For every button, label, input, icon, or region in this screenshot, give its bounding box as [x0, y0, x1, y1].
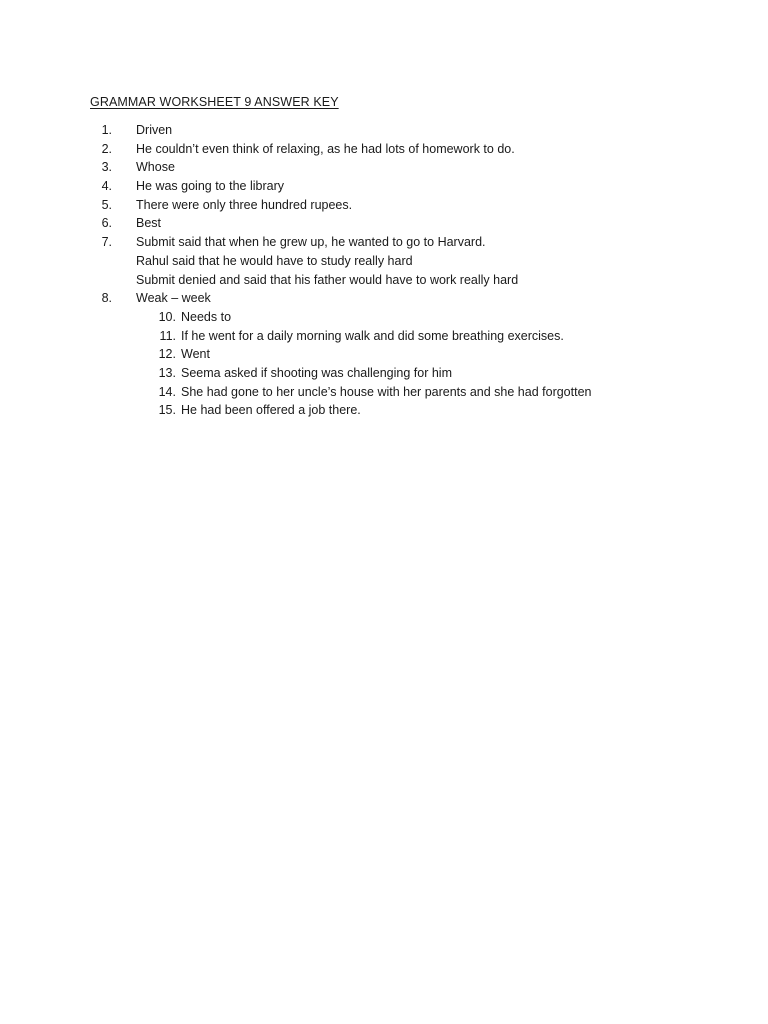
item-number: 14. [158, 384, 176, 399]
list-item [0, 140, 768, 159]
item-number: 15. [158, 403, 176, 418]
item-text: There were only three hundred rupees. [136, 197, 353, 212]
item-number: 6. [101, 216, 112, 231]
item-text: Seema asked if shooting was challenging for him [181, 365, 452, 380]
sub-list-item [0, 383, 768, 402]
sub-list-item [0, 345, 768, 364]
sub-list-item [0, 401, 768, 420]
list-item [0, 196, 768, 215]
item-text: He had been offered a job there. [181, 403, 361, 418]
list-item [0, 233, 768, 252]
item-number: 3. [101, 160, 112, 175]
answer-list [0, 121, 768, 420]
list-item [0, 289, 768, 308]
item-text: He couldn’t even think of relaxing, as he had lots of homework to do. [136, 141, 515, 156]
sub-list-item [0, 327, 768, 346]
item-text: Went [181, 347, 210, 362]
item-number: 4. [101, 179, 112, 194]
item-number: 12. [158, 347, 176, 362]
item-text: Best [136, 216, 162, 231]
item-number: 10. [158, 309, 176, 324]
item-text: If he went for a daily morning walk and did some breathing exercises. [181, 328, 564, 343]
item-text: Whose [136, 160, 175, 175]
list-item [0, 214, 768, 233]
item-number: 5. [101, 197, 112, 212]
list-item [0, 121, 768, 140]
list-item [0, 177, 768, 196]
item-number: 8. [101, 291, 112, 306]
item-number: 11. [159, 328, 176, 343]
list-item-continuation [0, 252, 768, 271]
item-text: Submit denied and said that his father would have to work really hard [136, 272, 519, 287]
item-number: 2. [101, 141, 112, 156]
sub-list-item [0, 364, 768, 383]
item-number: 13. [158, 365, 176, 380]
page-title: GRAMMAR WORKSHEET 9 ANSWER KEY [90, 95, 339, 109]
list-item [0, 158, 768, 177]
item-text: Needs to [181, 309, 232, 324]
item-text: Rahul said that he would have to study really hard [136, 253, 413, 268]
item-number: 1. [101, 123, 112, 137]
item-text: Weak – week [136, 291, 211, 306]
list-item-continuation [0, 271, 768, 290]
item-number: 7. [101, 235, 112, 250]
item-text: He was going to the library [136, 179, 284, 194]
item-text: Driven [136, 123, 173, 137]
sub-list-item [0, 308, 768, 327]
item-text: Submit said that when he grew up, he wanted to go to Harvard. [136, 235, 486, 250]
item-text: She had gone to her uncle’s house with her parents and she had forgotten [181, 384, 592, 399]
